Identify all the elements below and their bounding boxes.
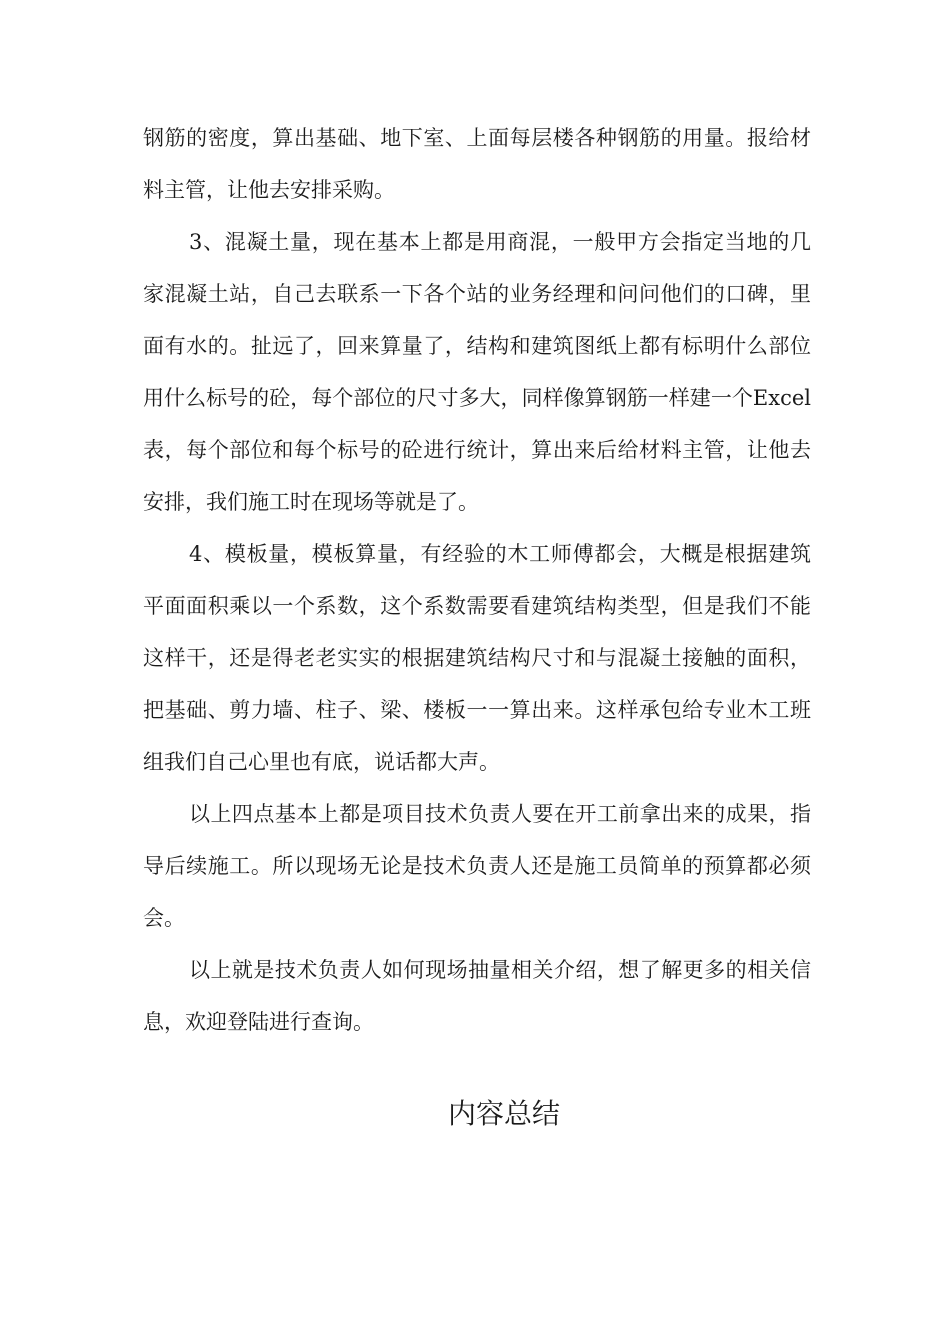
paragraph-formwork-quantity: 4、模板量，模板算量，有经验的木工师傅都会，大概是根据建筑平面面积乘以一个系数，这个系数需要看建筑结构类型，但是我们不能这样干，还是得老老实实的根据建筑结构尺寸和与混凝土接触的面积，把基础、剪力墙、柱子、梁、楼板一一算出来。这样承包给专业木工班组我们自己心里也有底，说话都大声。 [143, 542, 811, 774]
paragraph-closing: 以上就是技术负责人如何现场抽量相关介绍，想了解更多的相关信息，欢迎登陆进行查询。 [143, 958, 811, 1034]
paragraph-summary-four-points: 以上四点基本上都是项目技术负责人要在开工前拿出来的成果，指导后续施工。所以现场无论是技术负责人还是施工员简单的预算都必须会。 [143, 802, 811, 930]
summary-heading: 内容总结 [447, 1097, 560, 1130]
body-text [143, 112, 811, 1048]
paragraph-rebar-continuation: 钢筋的密度，算出基础、地下室、上面每层楼各种钢筋的用量。报给材料主管，让他去安排采购。 [143, 126, 811, 202]
paragraph-concrete-quantity: 3、混凝土量，现在基本上都是用商混，一般甲方会指定当地的几家混凝土站，自己去联系一下各个站的业务经理和问问他们的口碑，里面有水的。扯远了，回来算量了，结构和建筑图纸上都有标明什么部位用什么标号的砼，每个部位的尺寸多大，同样像算钢筋一样建一个Excel表，每个部位和每个标号的砼进行统计，算出来后给材料主管，让他去安排，我们施工时在现场等就是了。 [143, 230, 811, 514]
